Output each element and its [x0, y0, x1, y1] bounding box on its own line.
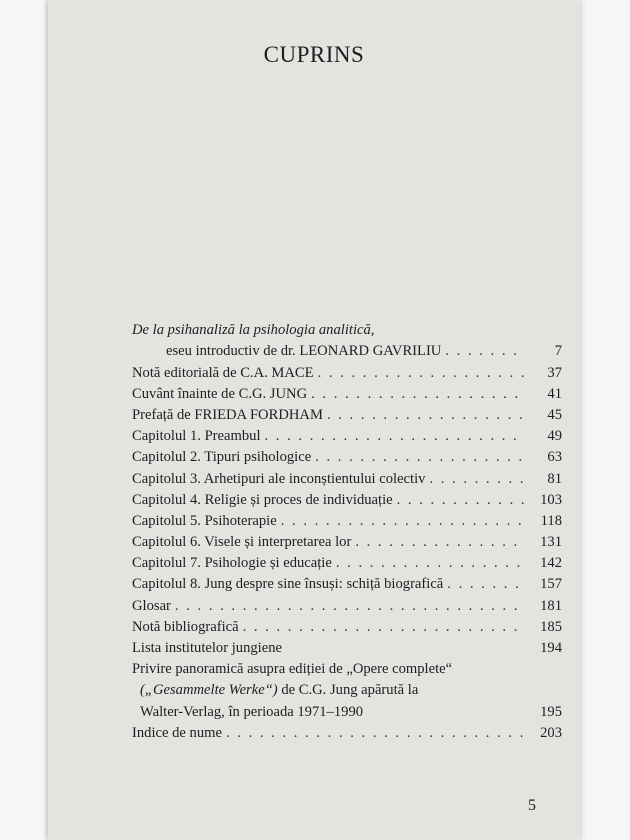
toc-entry	[132, 615, 562, 636]
toc-entry	[132, 382, 562, 403]
toc-entry-label: Capitolul 4. Religie și proces de individuație	[132, 491, 393, 508]
toc-entry	[132, 593, 562, 614]
toc-entry-label: Capitolul 8. Jung despre sine însuși: schiță biografică	[132, 576, 444, 593]
toc-leader	[175, 598, 524, 615]
toc-leader	[315, 449, 524, 466]
toc-entry-label: Capitolul 5. Psihoterapie	[132, 512, 277, 529]
toc-entry-label: Lista institutelor jungiene	[132, 640, 282, 656]
toc-entry-label: Walter-Verlag, în perioada 1971–1990	[140, 703, 364, 720]
toc-page-number: 131	[540, 534, 562, 551]
toc-page-number: 185	[540, 618, 562, 635]
toc-entry-panorama-line2	[132, 678, 562, 699]
toc-intro-author: eseu introductiv de dr. LEONARD GAVRILIU	[166, 343, 442, 360]
toc-entry-label: Capitolul 7. Psihologie și educație	[132, 555, 332, 572]
toc-leader	[447, 576, 524, 593]
toc-page-number: 157	[540, 576, 562, 593]
toc-entry	[132, 530, 562, 551]
toc-leader	[445, 343, 524, 360]
toc-page-number: 7	[554, 343, 562, 360]
toc-entry-label: Cuvânt înainte de C.G. JUNG	[132, 385, 308, 402]
toc-page-number: 63	[547, 449, 562, 466]
toc-entry-panorama-line1	[132, 657, 562, 678]
toc-leader	[355, 534, 524, 551]
toc-entry-label: Capitolul 2. Tipuri psihologice	[132, 449, 312, 466]
table-of-contents	[132, 318, 562, 742]
toc-page-number: 194	[540, 640, 562, 656]
toc-page-number: 103	[540, 491, 562, 508]
page-title: CUPRINS	[263, 42, 365, 67]
toc-entry-label: Prefață de FRIEDA FORDHAM	[132, 406, 323, 423]
toc-page-number: 181	[540, 597, 562, 614]
toc-entry-intro-line2	[132, 339, 562, 360]
toc-leader	[281, 513, 524, 530]
toc-page-number: 45	[547, 406, 562, 423]
book-page	[48, 0, 580, 840]
toc-leader	[397, 492, 524, 509]
toc-entry-panorama-line3	[132, 699, 562, 720]
toc-entry-intro-line1	[132, 318, 562, 339]
toc-entry	[132, 572, 562, 593]
toc-leader	[429, 471, 524, 488]
toc-entry-label: Indice de nume	[132, 724, 222, 741]
toc-page-number: 142	[540, 555, 562, 572]
toc-entry-label: Capitolul 1. Preambul	[132, 428, 261, 445]
toc-page-number: 81	[547, 470, 562, 487]
toc-entry	[132, 509, 562, 530]
toc-leader	[243, 619, 524, 636]
toc-entry	[132, 551, 562, 572]
toc-leader	[265, 428, 525, 445]
toc-entry-label: Glosar	[132, 597, 171, 614]
toc-leader	[318, 365, 524, 382]
toc-entry	[132, 403, 562, 424]
toc-entry-label	[132, 682, 418, 699]
toc-entry-institutes	[132, 636, 562, 657]
toc-intro-title: De la psihanaliză la psihologia analitică,	[132, 322, 375, 339]
toc-entry	[132, 466, 562, 487]
toc-page-number: 37	[547, 364, 562, 381]
toc-page-number: 203	[540, 724, 562, 741]
toc-leader	[336, 555, 524, 572]
toc-entry	[132, 360, 562, 381]
toc-leader	[311, 386, 524, 403]
toc-page-number: 41	[547, 385, 562, 402]
toc-page-number: 49	[547, 428, 562, 445]
toc-page-number: 118	[540, 512, 562, 529]
toc-page-number: 195	[540, 703, 562, 720]
toc-entry	[132, 424, 562, 445]
toc-entry-label: Capitolul 3. Arhetipuri ale inconștientului colectiv	[132, 470, 426, 487]
toc-entry-label-rest: de C.G. Jung apărută la	[277, 682, 419, 699]
toc-entry	[132, 488, 562, 509]
toc-entry-label: Privire panoramică asupra ediției de „Opere complete“	[132, 661, 453, 678]
page-number: 5	[528, 797, 536, 814]
toc-entry-label: Notă bibliografică	[132, 618, 239, 635]
toc-entry-italic-title: („Gesammelte Werke“)	[140, 682, 278, 699]
toc-entry-index	[132, 721, 562, 742]
toc-entry	[132, 445, 562, 466]
toc-leader	[226, 725, 524, 742]
toc-entry-label: Notă editorială de C.A. MACE	[132, 364, 314, 381]
toc-entry-label: Capitolul 6. Visele și interpretarea lor	[132, 534, 352, 551]
toc-leader	[327, 407, 524, 424]
